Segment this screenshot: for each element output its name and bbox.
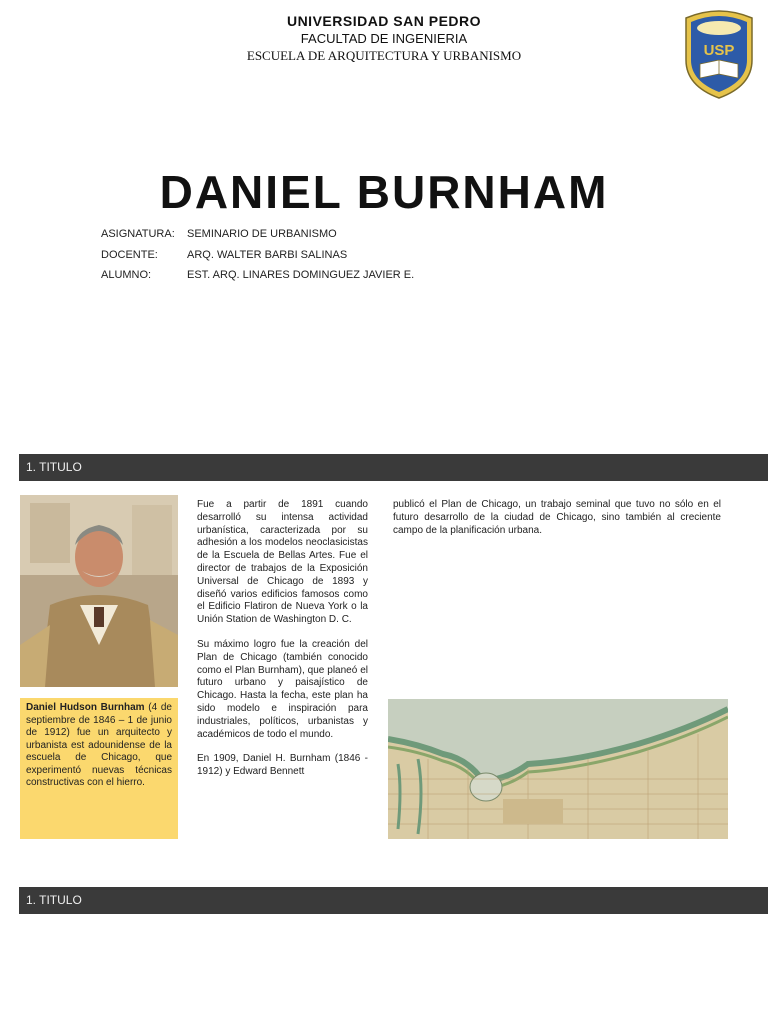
info-value: ARQ. WALTER BARBI SALINAS <box>187 249 348 261</box>
school-name: ESCUELA DE ARQUITECTURA Y URBANISMO <box>246 48 522 63</box>
paragraph: Su máximo logro fue la creación del Plan de Chicago (también conocido como el Plan Burnham), que planeó el futuro urbano y paisajístico de Chicago. Hasta la fecha, este plan ha sido modelo e inspiración para industriales, políticos, urbanistas y académicos de todo el mundo. <box>197 638 368 740</box>
info-key: ASIGNATURA: <box>101 228 175 240</box>
section-header-bar: 1. TITULO <box>19 887 768 914</box>
caption-text: (4 de septiembre de 1846 – 1 de junio de 1912) fue un arquitecto y urbanista est adounidense de la escuela de Chicago, que experimentó nuevas técnicas constructivas con el hierro. <box>26 702 172 788</box>
info-key: DOCENTE: <box>101 249 158 261</box>
info-row-asignatura <box>101 228 337 240</box>
portrait-caption <box>20 698 178 839</box>
info-row-docente <box>101 249 347 261</box>
info-value: EST. ARQ. LINARES DOMINGUEZ JAVIER E. <box>187 269 415 281</box>
section-header-bar: 1. TITULO <box>19 454 768 481</box>
portrait-image <box>20 495 178 687</box>
caption-name: Daniel Hudson Burnham <box>26 702 145 713</box>
paragraph: Fue a partir de 1891 cuando desarrolló su intensa actividad urbanística, caracterizada por su adhesión a los modelos neoclasicistas de la Escuela de Bellas Artes. Fue el director de trabajos de la Exposición Universal de Chicago de 1893 y diseñó varios edificios famosos como el Edificio Flatiron de Nueva York o la Unión Station de Washington D. C. <box>197 499 368 626</box>
paragraph: publicó el Plan de Chicago, un trabajo seminal que tuvo no sólo en el futuro desarrollo de la ciudad de Chicago, sino también al creciente campo de la planificación urbana. <box>393 499 721 536</box>
info-value: SEMINARIO DE URBANISMO <box>187 228 337 240</box>
page-title: DANIEL BURNHAM <box>159 166 609 218</box>
text-column-1 <box>197 499 368 791</box>
info-row-alumno <box>101 269 414 281</box>
chicago-plan-map-image <box>388 699 728 839</box>
university-name: UNIVERSIDAD SAN PEDRO <box>286 13 482 29</box>
seal-letters: USP <box>703 42 735 59</box>
faculty-name: FACULTAD DE INGENIERIA <box>300 31 468 46</box>
info-key: ALUMNO: <box>101 269 152 281</box>
text-column-2 <box>393 499 721 549</box>
paragraph: En 1909, Daniel H. Burnham (1846 - 1912) y Edward Bennett <box>197 753 368 778</box>
university-seal-logo <box>680 8 758 100</box>
